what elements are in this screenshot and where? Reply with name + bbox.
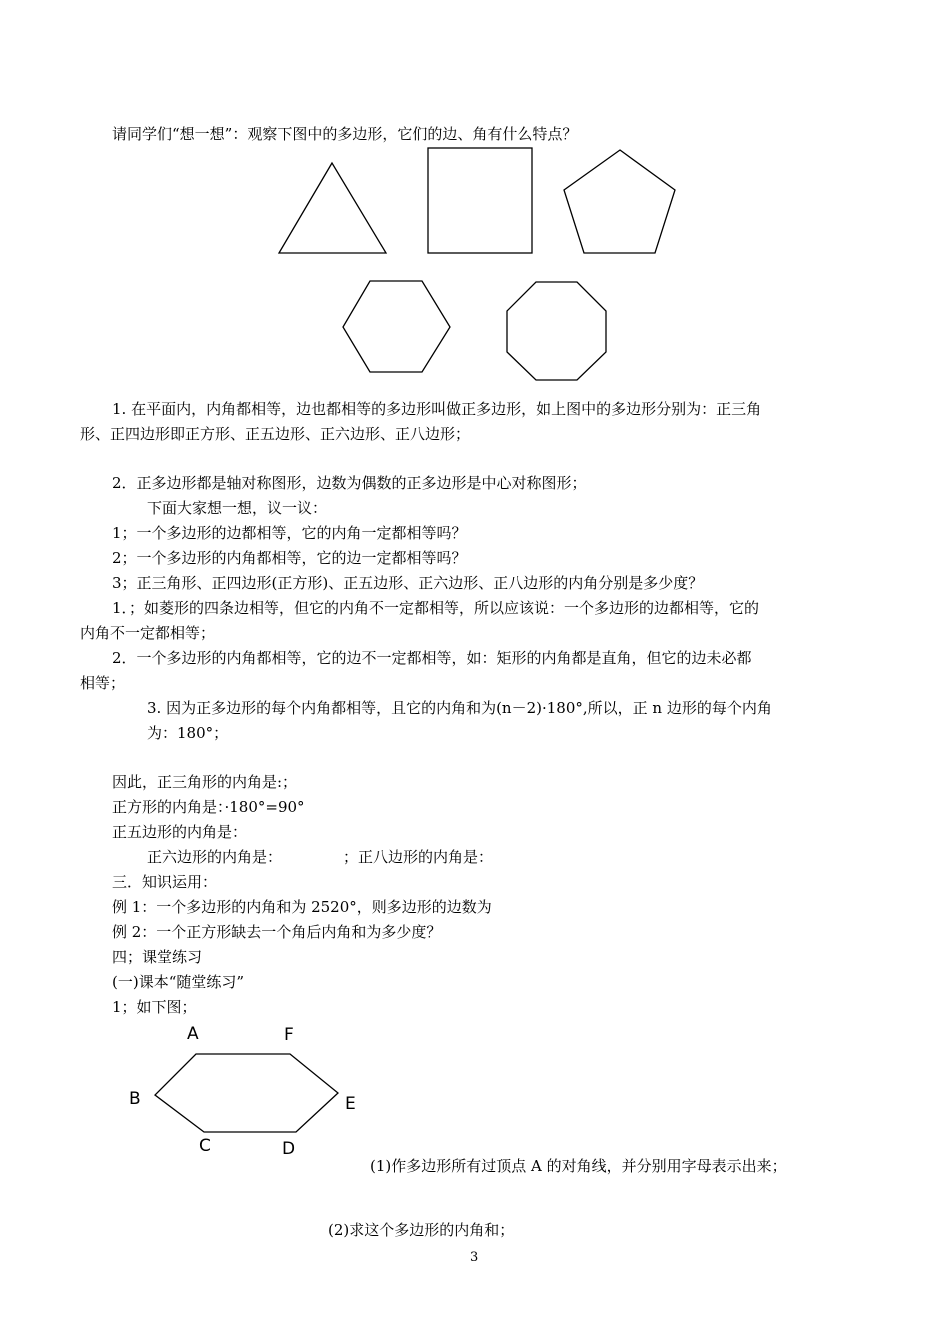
definition-1-line1: 1. 在平面内，内角都相等，边也都相等的多边形叫做正多边形，如上图中的多边形分别为：正三角	[112, 400, 762, 418]
hexagon-angle: 正六边形的内角是：	[147, 848, 283, 866]
vertex-label-b: B	[129, 1089, 141, 1109]
vertex-label-f: F	[284, 1025, 294, 1045]
regular-hexagon	[343, 281, 450, 372]
answer-1-line1: 1．；如菱形的四条边相等，但它的内角不一定都相等，所以应该说：一个多边形的边都相等，它的	[112, 599, 760, 617]
answer-2-line1: 2．一个多边形的内角都相等，它的边不一定都相等，如：矩形的内角都是直角，但它的边未必都	[112, 649, 752, 667]
intro-text: 请同学们“想一想”：观察下图中的多边形，它们的边、角有什么特点？	[112, 125, 578, 143]
section-4-heading: 四；课堂练习	[112, 948, 203, 966]
answer-3-line1: 3. 因为正多边形的每个内角都相等，且它的内角和为(n－2)·180°,所以，正 n 边形的每个内角	[147, 699, 772, 717]
triangle-angle: 因此，正三角形的内角是:；	[112, 773, 298, 791]
example-1: 例 1：一个多边形的内角和为 2520°，则多边形的边数为	[112, 898, 492, 916]
answer-1-line2: 内角不一定都相等；	[80, 624, 216, 642]
vertex-label-c: C	[199, 1136, 211, 1156]
pentagon-angle: 正五边形的内角是：	[112, 823, 248, 841]
task-2: (2)求这个多边形的内角和；	[328, 1221, 515, 1239]
hexagon-abcdef	[155, 1054, 338, 1132]
task-1: (1)作多边形所有过顶点 A 的对角线，并分别用字母表示出来；	[370, 1157, 787, 1175]
definition-1-line2: 形、正四边形即正方形、正五边形、正六边形、正八边形；	[80, 425, 471, 443]
regular-octagon	[507, 282, 606, 380]
practice-1: 1；如下图；	[112, 998, 197, 1016]
question-1: 1；一个多边形的边都相等，它的内角一定都相等吗？	[112, 524, 467, 542]
square	[428, 148, 532, 253]
vertex-label-d: D	[282, 1139, 296, 1159]
answer-2-line2: 相等；	[80, 674, 126, 692]
subsection-1: (一)课本“随堂练习”	[112, 973, 245, 991]
page-number: 3	[470, 1250, 479, 1265]
example-2: 例 2：一个正方形缺去一个角后内角和为多少度？	[112, 923, 442, 941]
regular-pentagon	[564, 150, 675, 253]
vertex-label-e: E	[345, 1094, 356, 1114]
equilateral-triangle	[279, 163, 386, 253]
answer-3-line2: 为：180°；	[147, 724, 229, 742]
octagon-angle: ；正八边形的内角是：	[343, 848, 494, 866]
discussion-prompt: 下面大家想一想，议一议：	[147, 499, 328, 517]
vertex-label-a: A	[187, 1024, 199, 1044]
definition-2: 2．正多边形都是轴对称图形，边数为偶数的正多边形是中心对称图形；	[112, 474, 587, 492]
question-3: 3；正三角形、正四边形(正方形)、正五边形、正六边形、正八边形的内角分别是多少度？	[112, 574, 704, 592]
section-3-heading: 三．知识运用：	[112, 873, 218, 891]
square-angle: 正方形的内角是：·180°=90°	[112, 798, 305, 816]
question-2: 2；一个多边形的内角都相等，它的边一定都相等吗？	[112, 549, 467, 567]
